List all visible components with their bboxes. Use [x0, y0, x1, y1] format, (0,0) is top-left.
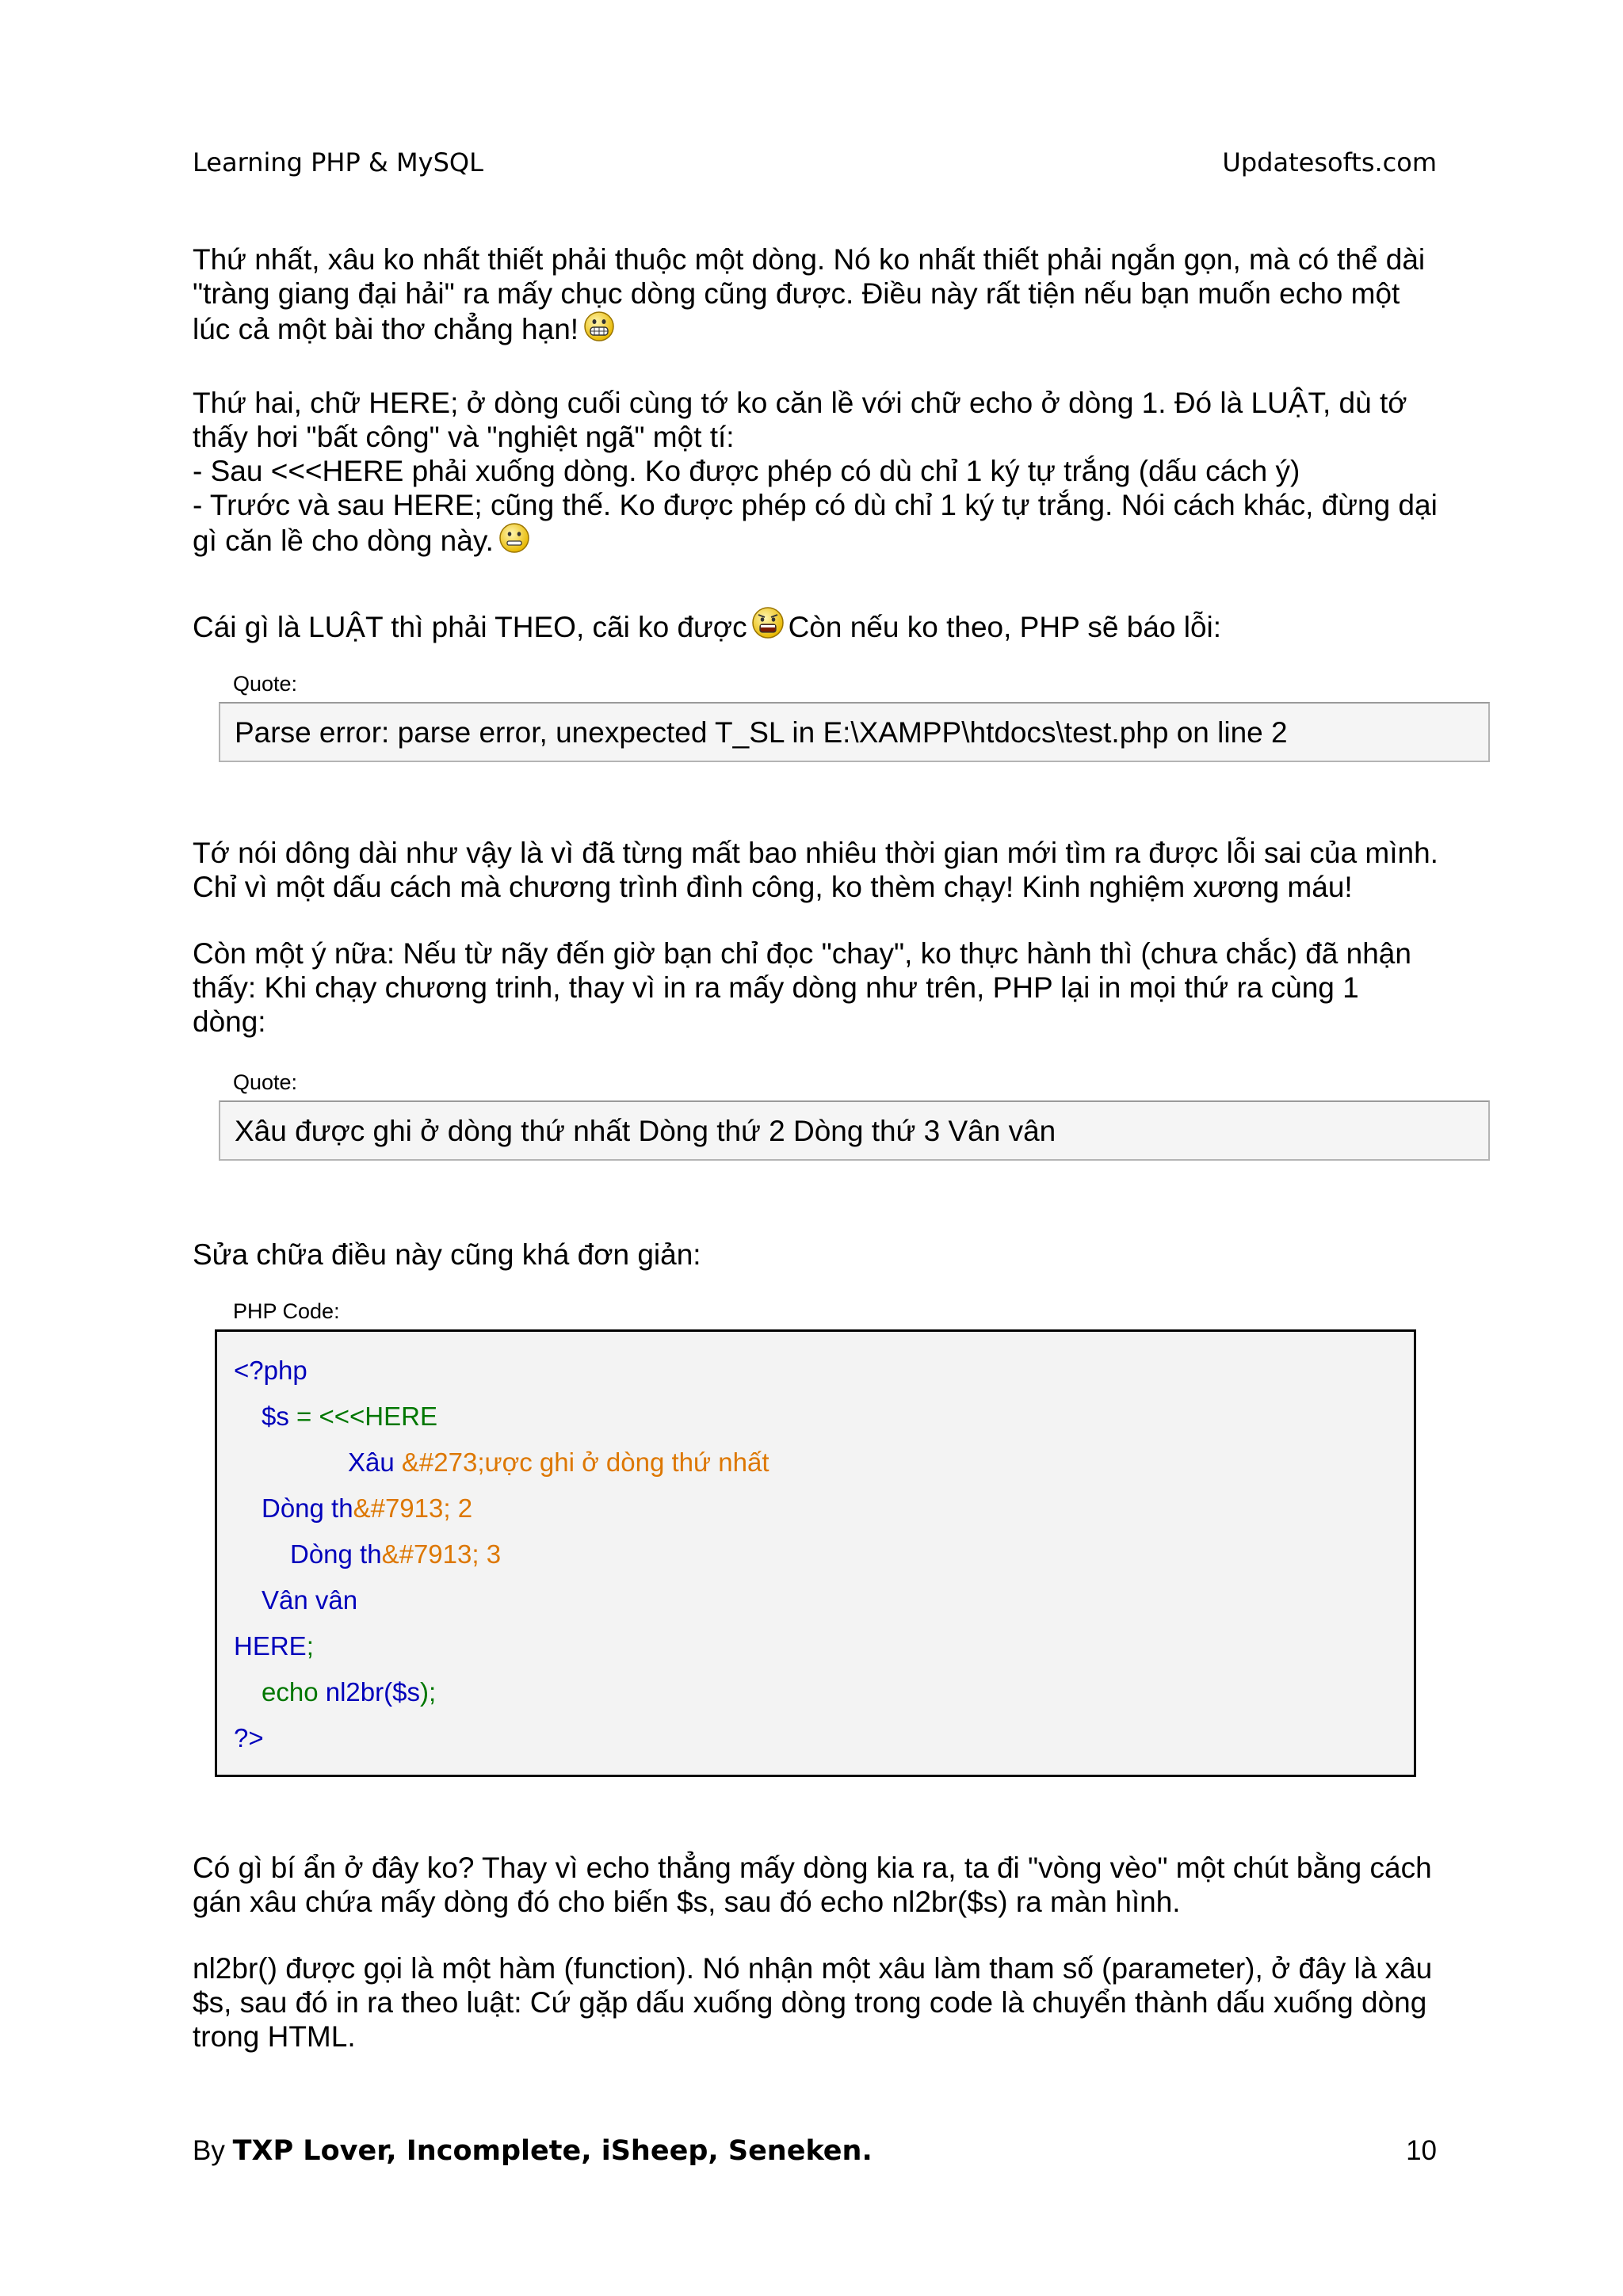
- paragraph-7: [193, 1851, 1437, 1919]
- text-line: $s, sau đó in ra theo luật: Cứ gặp dấu xuống dòng trong code là chuyển thành dấu xuống dòng: [193, 1986, 1427, 2019]
- quote-text: Xâu được ghi ở dòng thứ nhất Dòng thứ 2 Dòng thứ 3 Vân vân: [235, 1115, 1056, 1147]
- quote-label: Quote:: [233, 1070, 298, 1094]
- code-token: Dòng th: [262, 1493, 353, 1523]
- code-token: &#7913; 3: [381, 1539, 502, 1569]
- shocked-smiley-icon: [750, 605, 785, 647]
- code-line: [262, 1677, 436, 1707]
- code-block: [215, 1329, 1416, 1777]
- text-line: Tớ nói dông dài như vậy là vì đã từng mất bao nhiêu thời gian mới tìm ra được lỗi sai của mình.: [193, 837, 1438, 869]
- text-line: "tràng giang đại hải" ra mấy chục dòng cũng được. Điều này rất tiện nếu bạn muốn echo một: [193, 277, 1400, 310]
- code-token: HERE: [234, 1631, 307, 1661]
- code-token: Xâu: [348, 1447, 402, 1477]
- page-header: [193, 147, 1437, 184]
- code-token: );: [419, 1677, 437, 1707]
- footer-credits: [193, 2135, 873, 2167]
- text-line: thấy hơi "bất công" và "nghiệt ngã" một tí:: [193, 421, 735, 453]
- code-token: Vân vân: [262, 1585, 358, 1615]
- paragraph-1: [193, 242, 1437, 349]
- paragraph-4: [193, 836, 1437, 904]
- text-line: Còn một ý nữa: Nếu từ nãy đến giờ bạn chỉ đọc "chay", ko thực hành thì (chưa chắc) đã nhận: [193, 937, 1411, 970]
- code-token: $s: [392, 1677, 420, 1707]
- code-line: [262, 1585, 357, 1615]
- code-token: &#7913; 2: [353, 1493, 473, 1523]
- code-token: echo: [262, 1677, 326, 1707]
- footer-by: By: [193, 2135, 225, 2166]
- code-line: [348, 1447, 769, 1478]
- text-line: - Trước và sau HERE; cũng thế. Ko được phép có dù chỉ 1 ký tự trắng. Nói cách khác, đừng dại: [193, 489, 1438, 521]
- text-line: Thứ nhất, xâu ko nhất thiết phải thuộc một dòng. Nó ko nhất thiết phải ngắn gọn, mà có thể dài: [193, 243, 1426, 276]
- code-line: [234, 1356, 307, 1386]
- code-token: ?>: [234, 1723, 264, 1753]
- code-token: ;: [306, 1631, 314, 1661]
- quote-box: [219, 702, 1490, 762]
- text-line: Sửa chữa điều này cũng khá đơn giản:: [193, 1238, 701, 1271]
- footer-authors: TXP Lover, Incomplete, iSheep, Seneken.: [232, 2135, 873, 2167]
- quote-label: Quote:: [233, 672, 298, 696]
- text-line: nl2br() được gọi là một hàm (function). Nó nhận một xâu làm tham số (parameter), ở đây là xâu: [193, 1952, 1433, 1985]
- text-line: thấy: Khi chạy chương trinh, thay vì in ra mấy dòng như trên, PHP lại in mọi thứ ra cùng 1: [193, 971, 1359, 1004]
- text-line: Có gì bí ẩn ở đây ko? Thay vì echo thẳng mấy dòng kia ra, ta đi "vòng vèo" một chút bằng cách: [193, 1852, 1432, 1884]
- code-token: nl2br(: [325, 1677, 393, 1707]
- text-line: lúc cả một bài thơ chẳng hạn!: [193, 313, 579, 345]
- code-label: PHP Code:: [233, 1299, 340, 1323]
- text-segment: Cái gì là LUẬT thì phải THEO, cãi ko được: [193, 611, 747, 643]
- blank-smiley-icon: [498, 522, 530, 561]
- code-token: $s: [262, 1402, 289, 1431]
- paragraph-5: [193, 936, 1437, 1039]
- text-line: - Sau <<<HERE phải xuống dòng. Ko được phép có dù chỉ 1 ký tự trắng (dấu cách ý): [193, 455, 1300, 487]
- page-footer: [193, 2135, 1437, 2172]
- code-token: &#273;ược ghi ở dòng thứ nhất: [401, 1447, 769, 1477]
- code-line: [290, 1539, 501, 1569]
- quote-box: [219, 1100, 1490, 1161]
- paragraph-3: [193, 605, 1437, 647]
- code-token: = <<<HERE: [288, 1402, 437, 1431]
- paragraph-6: [193, 1238, 1437, 1272]
- paragraph-8: [193, 1951, 1437, 2054]
- text-line: dòng:: [193, 1005, 266, 1038]
- text-line: trong HTML.: [193, 2020, 356, 2053]
- code-line: [234, 1631, 314, 1661]
- header-title: Learning PHP & MySQL: [193, 147, 483, 177]
- grin-smiley-icon: [583, 311, 615, 349]
- text-line: gì căn lề cho dòng này.: [193, 524, 494, 557]
- code-token: Dòng th: [290, 1539, 382, 1569]
- code-line: [262, 1493, 472, 1524]
- header-site: Updatesofts.com: [1222, 147, 1437, 177]
- paragraph-2: [193, 386, 1437, 561]
- code-token: <?php: [234, 1356, 307, 1385]
- code-line: [262, 1402, 437, 1432]
- text-line: Thứ hai, chữ HERE; ở dòng cuối cùng tớ ko căn lề với chữ echo ở dòng 1. Đó là LUẬT, dù tớ: [193, 387, 1407, 419]
- page-number: 10: [1406, 2135, 1437, 2166]
- code-line: [234, 1723, 264, 1753]
- text-line: Chỉ vì một dấu cách mà chương trình đình công, ko thèm chạy! Kinh nghiệm xương máu!: [193, 871, 1353, 903]
- quote-text: Parse error: parse error, unexpected T_SL in E:\XAMPP\htdocs\test.php on line 2: [235, 716, 1288, 749]
- text-segment: Còn nếu ko theo, PHP sẽ báo lỗi:: [788, 611, 1222, 643]
- text-line: gán xâu chứa mấy dòng đó cho biến $s, sau đó echo nl2br($s) ra màn hình.: [193, 1886, 1181, 1918]
